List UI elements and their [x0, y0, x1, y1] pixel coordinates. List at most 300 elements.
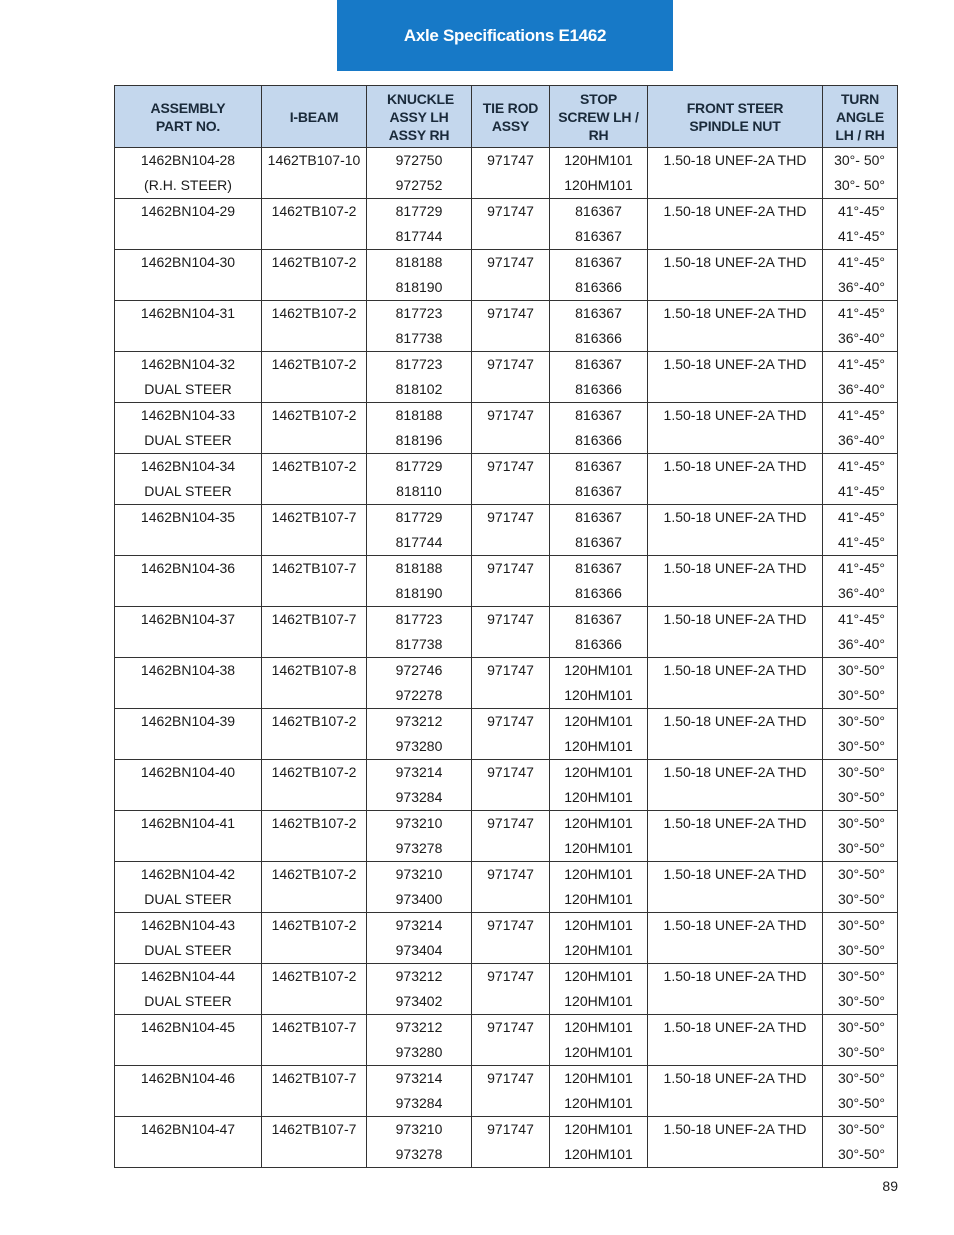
cell-turn-angle-secondary: 30°-50° — [837, 789, 885, 805]
table-row — [115, 1015, 898, 1066]
cell-turn-angle-primary: 41°-45° — [837, 305, 885, 321]
cell-turn-angle-secondary: 30°-50° — [837, 687, 885, 703]
cell-spindle-nut — [648, 811, 823, 862]
cell-tie-rod-assy-primary: 971747 — [487, 407, 534, 423]
cell-assembly-part-no — [115, 199, 262, 250]
cell-knuckle-assy-primary: 817729 — [395, 203, 443, 219]
cell-i-beam — [262, 301, 367, 352]
cell-i-beam-primary: 1462TB107-7 — [271, 1121, 357, 1137]
column-header-tie-rod-assy: TIE ROD ASSY — [472, 86, 550, 148]
cell-tie-rod-assy — [472, 403, 550, 454]
cell-i-beam-primary: 1462TB107-2 — [271, 356, 357, 372]
cell-i-beam-primary: 1462TB107-2 — [271, 968, 357, 984]
cell-spindle-nut-primary: 1.50-18 UNEF-2A THD — [663, 662, 807, 678]
cell-knuckle-assy — [367, 1066, 472, 1117]
cell-turn-angle — [823, 1117, 898, 1168]
cell-tie-rod-assy-primary: 971747 — [487, 305, 534, 321]
table-row — [115, 709, 898, 760]
cell-tie-rod-assy — [472, 658, 550, 709]
cell-knuckle-assy-secondary: 972752 — [395, 177, 443, 193]
cell-stop-screw-primary: 816367 — [575, 356, 622, 372]
cell-knuckle-assy-primary: 973214 — [395, 1070, 443, 1086]
cell-i-beam-primary: 1462TB107-2 — [271, 713, 357, 729]
cell-stop-screw-secondary: 816367 — [575, 534, 622, 550]
table-row — [115, 505, 898, 556]
cell-stop-screw-secondary: 816366 — [575, 381, 622, 397]
cell-assembly-part-no-secondary — [115, 836, 261, 861]
cell-assembly-part-no-primary: 1462BN104-41 — [140, 815, 236, 831]
cell-stop-screw-secondary: 816366 — [575, 432, 622, 448]
cell-knuckle-assy — [367, 199, 472, 250]
cell-knuckle-assy-secondary: 817744 — [395, 534, 443, 550]
cell-spindle-nut — [648, 148, 823, 199]
cell-turn-angle — [823, 1066, 898, 1117]
cell-turn-angle — [823, 454, 898, 505]
cell-knuckle-assy-secondary: 817738 — [395, 636, 443, 652]
cell-tie-rod-assy-primary: 971747 — [487, 1070, 534, 1086]
table-row — [115, 454, 898, 505]
cell-stop-screw — [550, 607, 648, 658]
cell-spindle-nut — [648, 352, 823, 403]
cell-stop-screw — [550, 862, 648, 913]
cell-turn-angle-secondary: 30°-50° — [837, 1044, 885, 1060]
cell-i-beam-primary: 1462TB107-2 — [271, 407, 357, 423]
cell-turn-angle — [823, 760, 898, 811]
cell-knuckle-assy-secondary: 973400 — [395, 891, 443, 907]
cell-turn-angle-secondary: 30°-50° — [837, 993, 885, 1009]
cell-stop-screw-primary: 120HM101 — [564, 815, 633, 831]
cell-turn-angle-primary: 30°-50° — [837, 1070, 885, 1086]
cell-assembly-part-no-secondary — [115, 1040, 261, 1065]
cell-turn-angle-secondary: 41°-45° — [837, 228, 885, 244]
cell-turn-angle-primary: 41°-45° — [837, 458, 885, 474]
cell-assembly-part-no — [115, 556, 262, 607]
cell-knuckle-assy-secondary: 973278 — [395, 840, 443, 856]
cell-assembly-part-no-secondary — [115, 326, 261, 351]
table-row — [115, 199, 898, 250]
table-row — [115, 964, 898, 1015]
cell-turn-angle-secondary: 36°-40° — [837, 279, 885, 295]
cell-tie-rod-assy — [472, 199, 550, 250]
table-row — [115, 862, 898, 913]
cell-turn-angle — [823, 709, 898, 760]
cell-assembly-part-no-secondary — [115, 734, 261, 759]
cell-knuckle-assy — [367, 658, 472, 709]
cell-spindle-nut-primary: 1.50-18 UNEF-2A THD — [663, 407, 807, 423]
cell-turn-angle — [823, 250, 898, 301]
cell-knuckle-assy — [367, 1015, 472, 1066]
cell-i-beam — [262, 862, 367, 913]
cell-spindle-nut — [648, 1015, 823, 1066]
cell-i-beam — [262, 709, 367, 760]
cell-tie-rod-assy — [472, 964, 550, 1015]
cell-spindle-nut-primary: 1.50-18 UNEF-2A THD — [663, 1121, 807, 1137]
cell-spindle-nut — [648, 454, 823, 505]
page-title: Axle Specifications E1462 — [403, 25, 607, 45]
page-title-banner — [337, 0, 673, 71]
cell-assembly-part-no — [115, 250, 262, 301]
table-body — [115, 148, 898, 1168]
cell-spindle-nut — [648, 301, 823, 352]
cell-assembly-part-no-secondary — [115, 224, 261, 249]
cell-assembly-part-no-secondary: DUAL STEER — [144, 432, 232, 448]
cell-i-beam — [262, 964, 367, 1015]
cell-knuckle-assy-secondary: 973404 — [395, 942, 443, 958]
cell-i-beam — [262, 250, 367, 301]
cell-tie-rod-assy — [472, 913, 550, 964]
cell-spindle-nut-primary: 1.50-18 UNEF-2A THD — [663, 356, 807, 372]
cell-assembly-part-no-primary: 1462BN104-46 — [140, 1070, 236, 1086]
cell-tie-rod-assy-primary: 971747 — [487, 509, 534, 525]
cell-tie-rod-assy-primary: 971747 — [487, 254, 534, 270]
cell-stop-screw-primary: 816367 — [575, 509, 622, 525]
cell-i-beam-primary: 1462TB107-2 — [271, 458, 357, 474]
cell-assembly-part-no — [115, 403, 262, 454]
cell-spindle-nut-primary: 1.50-18 UNEF-2A THD — [663, 713, 807, 729]
cell-spindle-nut — [648, 250, 823, 301]
cell-i-beam — [262, 1066, 367, 1117]
cell-spindle-nut — [648, 709, 823, 760]
cell-stop-screw — [550, 913, 648, 964]
cell-knuckle-assy-primary: 973210 — [395, 1121, 443, 1137]
cell-stop-screw-secondary: 816366 — [575, 330, 622, 346]
cell-turn-angle-secondary: 36°-40° — [837, 432, 885, 448]
cell-stop-screw-primary: 816367 — [575, 254, 622, 270]
cell-turn-angle — [823, 556, 898, 607]
cell-knuckle-assy-primary: 817723 — [395, 356, 443, 372]
cell-spindle-nut-primary: 1.50-18 UNEF-2A THD — [663, 458, 807, 474]
cell-knuckle-assy-secondary: 973278 — [395, 1146, 443, 1162]
cell-assembly-part-no-primary: 1462BN104-35 — [140, 509, 236, 525]
cell-i-beam — [262, 403, 367, 454]
table-row — [115, 403, 898, 454]
cell-stop-screw-primary: 120HM101 — [564, 662, 633, 678]
table-row — [115, 607, 898, 658]
cell-turn-angle-primary: 30°-50° — [837, 713, 885, 729]
cell-assembly-part-no — [115, 607, 262, 658]
cell-turn-angle — [823, 811, 898, 862]
cell-spindle-nut — [648, 607, 823, 658]
cell-knuckle-assy-primary: 973214 — [395, 764, 443, 780]
cell-spindle-nut-primary: 1.50-18 UNEF-2A THD — [663, 305, 807, 321]
cell-stop-screw — [550, 199, 648, 250]
cell-stop-screw-secondary: 120HM101 — [564, 942, 633, 958]
cell-turn-angle-secondary: 36°-40° — [837, 330, 885, 346]
cell-assembly-part-no — [115, 709, 262, 760]
cell-knuckle-assy — [367, 760, 472, 811]
cell-assembly-part-no — [115, 811, 262, 862]
cell-knuckle-assy-primary: 972746 — [395, 662, 443, 678]
cell-assembly-part-no-primary: 1462BN104-28 — [140, 152, 236, 168]
cell-turn-angle-primary: 41°-45° — [837, 611, 885, 627]
cell-stop-screw — [550, 148, 648, 199]
cell-knuckle-assy-primary: 973210 — [395, 815, 443, 831]
cell-tie-rod-assy-primary: 971747 — [487, 560, 534, 576]
cell-assembly-part-no-secondary — [115, 683, 261, 708]
cell-assembly-part-no-primary: 1462BN104-31 — [140, 305, 236, 321]
cell-tie-rod-assy-primary: 971747 — [487, 713, 534, 729]
cell-stop-screw-primary: 120HM101 — [564, 1121, 633, 1137]
table-row — [115, 811, 898, 862]
cell-stop-screw — [550, 301, 648, 352]
cell-assembly-part-no — [115, 862, 262, 913]
header-row — [115, 86, 898, 148]
cell-spindle-nut-primary: 1.50-18 UNEF-2A THD — [663, 203, 807, 219]
cell-stop-screw-secondary: 120HM101 — [564, 891, 633, 907]
cell-stop-screw-primary: 120HM101 — [564, 764, 633, 780]
cell-tie-rod-assy-primary: 971747 — [487, 662, 534, 678]
cell-knuckle-assy — [367, 301, 472, 352]
cell-knuckle-assy-primary: 817729 — [395, 509, 443, 525]
cell-assembly-part-no-secondary — [115, 581, 261, 606]
cell-stop-screw-primary: 816367 — [575, 203, 622, 219]
table-row — [115, 301, 898, 352]
table-row — [115, 913, 898, 964]
cell-i-beam — [262, 913, 367, 964]
cell-stop-screw-primary: 816367 — [575, 560, 622, 576]
cell-knuckle-assy — [367, 556, 472, 607]
cell-turn-angle-primary: 30°-50° — [837, 764, 885, 780]
cell-knuckle-assy-secondary: 973402 — [395, 993, 443, 1009]
cell-assembly-part-no-primary: 1462BN104-45 — [140, 1019, 236, 1035]
cell-knuckle-assy-primary: 973212 — [395, 968, 443, 984]
cell-tie-rod-assy-primary: 971747 — [487, 1019, 534, 1035]
cell-spindle-nut — [648, 505, 823, 556]
cell-spindle-nut — [648, 199, 823, 250]
cell-turn-angle — [823, 403, 898, 454]
cell-assembly-part-no-primary: 1462BN104-47 — [140, 1121, 236, 1137]
cell-knuckle-assy — [367, 709, 472, 760]
table-row — [115, 352, 898, 403]
cell-assembly-part-no-secondary — [115, 632, 261, 657]
cell-assembly-part-no-primary: 1462BN104-40 — [140, 764, 236, 780]
cell-stop-screw-primary: 120HM101 — [564, 1070, 633, 1086]
cell-spindle-nut-primary: 1.50-18 UNEF-2A THD — [663, 1019, 807, 1035]
cell-knuckle-assy-primary: 817723 — [395, 305, 443, 321]
cell-assembly-part-no-primary: 1462BN104-30 — [140, 254, 236, 270]
cell-assembly-part-no-primary: 1462BN104-44 — [140, 968, 236, 984]
cell-stop-screw-secondary: 120HM101 — [564, 1044, 633, 1060]
cell-i-beam — [262, 1117, 367, 1168]
cell-knuckle-assy-secondary: 817738 — [395, 330, 443, 346]
cell-turn-angle — [823, 505, 898, 556]
cell-turn-angle-secondary: 36°-40° — [837, 585, 885, 601]
cell-spindle-nut — [648, 1117, 823, 1168]
cell-knuckle-assy-primary: 818188 — [395, 254, 443, 270]
cell-stop-screw-secondary: 120HM101 — [564, 738, 633, 754]
cell-stop-screw — [550, 709, 648, 760]
cell-assembly-part-no-secondary: (R.H. STEER) — [144, 177, 232, 193]
cell-i-beam — [262, 505, 367, 556]
cell-i-beam — [262, 658, 367, 709]
cell-assembly-part-no-secondary — [115, 785, 261, 810]
cell-turn-angle — [823, 148, 898, 199]
cell-stop-screw — [550, 403, 648, 454]
cell-i-beam — [262, 199, 367, 250]
cell-assembly-part-no-secondary: DUAL STEER — [144, 483, 232, 499]
cell-assembly-part-no — [115, 505, 262, 556]
cell-i-beam-primary: 1462TB107-2 — [271, 815, 357, 831]
cell-spindle-nut-primary: 1.50-18 UNEF-2A THD — [663, 764, 807, 780]
cell-assembly-part-no — [115, 913, 262, 964]
cell-turn-angle-primary: 41°-45° — [837, 509, 885, 525]
cell-stop-screw-primary: 120HM101 — [564, 1019, 633, 1035]
cell-turn-angle-primary: 41°-45° — [837, 203, 885, 219]
cell-stop-screw-primary: 816367 — [575, 407, 622, 423]
table-row — [115, 1066, 898, 1117]
cell-stop-screw-secondary: 120HM101 — [564, 840, 633, 856]
cell-knuckle-assy-secondary: 973284 — [395, 789, 443, 805]
cell-knuckle-assy — [367, 148, 472, 199]
cell-assembly-part-no — [115, 301, 262, 352]
cell-assembly-part-no-primary: 1462BN104-36 — [140, 560, 236, 576]
cell-tie-rod-assy-primary: 971747 — [487, 611, 534, 627]
cell-assembly-part-no — [115, 760, 262, 811]
cell-i-beam-primary: 1462TB107-2 — [271, 254, 357, 270]
cell-turn-angle-secondary: 30°-50° — [837, 891, 885, 907]
column-header-assembly-part-no: ASSEMBLY PART NO. — [115, 86, 262, 148]
cell-spindle-nut-primary: 1.50-18 UNEF-2A THD — [663, 815, 807, 831]
cell-turn-angle — [823, 1015, 898, 1066]
cell-spindle-nut — [648, 862, 823, 913]
cell-tie-rod-assy-primary: 971747 — [487, 152, 534, 168]
cell-turn-angle-secondary: 30°-50° — [837, 840, 885, 856]
cell-assembly-part-no-secondary — [115, 275, 261, 300]
cell-i-beam-primary: 1462TB107-2 — [271, 203, 357, 219]
cell-knuckle-assy — [367, 352, 472, 403]
cell-stop-screw — [550, 760, 648, 811]
cell-spindle-nut — [648, 1066, 823, 1117]
cell-tie-rod-assy — [472, 1117, 550, 1168]
cell-turn-angle-primary: 41°-45° — [837, 356, 885, 372]
table-row — [115, 760, 898, 811]
cell-knuckle-assy-primary: 817729 — [395, 458, 443, 474]
cell-spindle-nut — [648, 556, 823, 607]
cell-spindle-nut-primary: 1.50-18 UNEF-2A THD — [663, 254, 807, 270]
cell-knuckle-assy-secondary: 818110 — [396, 483, 442, 499]
cell-tie-rod-assy-primary: 971747 — [487, 968, 534, 984]
cell-stop-screw-primary: 120HM101 — [564, 713, 633, 729]
cell-tie-rod-assy-primary: 971747 — [487, 764, 534, 780]
cell-stop-screw — [550, 352, 648, 403]
cell-stop-screw-secondary: 120HM101 — [564, 1146, 633, 1162]
cell-tie-rod-assy-primary: 971747 — [487, 866, 534, 882]
cell-i-beam-primary: 1462TB107-7 — [271, 1019, 357, 1035]
cell-assembly-part-no-secondary — [115, 1142, 261, 1167]
cell-tie-rod-assy-primary: 971747 — [487, 917, 534, 933]
cell-turn-angle — [823, 913, 898, 964]
cell-i-beam — [262, 760, 367, 811]
column-header-knuckle-assy: KNUCKLE ASSY LH ASSY RH — [367, 86, 472, 148]
cell-stop-screw-secondary: 816367 — [575, 228, 622, 244]
cell-tie-rod-assy — [472, 454, 550, 505]
cell-assembly-part-no — [115, 148, 262, 199]
cell-stop-screw — [550, 811, 648, 862]
cell-stop-screw-primary: 816367 — [575, 611, 622, 627]
cell-stop-screw-primary: 816367 — [575, 305, 622, 321]
cell-turn-angle-primary: 30°- 50° — [834, 152, 885, 168]
cell-spindle-nut-primary: 1.50-18 UNEF-2A THD — [663, 152, 807, 168]
page-number: 89 — [882, 1178, 898, 1194]
cell-turn-angle-secondary: 30°-50° — [837, 738, 885, 754]
cell-stop-screw — [550, 658, 648, 709]
cell-assembly-part-no — [115, 1015, 262, 1066]
cell-spindle-nut-primary: 1.50-18 UNEF-2A THD — [663, 611, 807, 627]
cell-spindle-nut-primary: 1.50-18 UNEF-2A THD — [663, 1070, 807, 1086]
cell-i-beam-primary: 1462TB107-7 — [271, 611, 357, 627]
cell-assembly-part-no-primary: 1462BN104-37 — [140, 611, 236, 627]
table-row — [115, 556, 898, 607]
cell-knuckle-assy-primary: 818188 — [395, 560, 443, 576]
cell-knuckle-assy — [367, 862, 472, 913]
cell-stop-screw-secondary: 120HM101 — [564, 177, 633, 193]
cell-assembly-part-no-primary: 1462BN104-33 — [140, 407, 236, 423]
cell-assembly-part-no-secondary: DUAL STEER — [144, 381, 232, 397]
cell-spindle-nut-primary: 1.50-18 UNEF-2A THD — [663, 866, 807, 882]
cell-assembly-part-no-primary: 1462BN104-39 — [140, 713, 236, 729]
cell-i-beam — [262, 454, 367, 505]
cell-turn-angle-primary: 30°-50° — [837, 815, 885, 831]
cell-stop-screw-secondary: 120HM101 — [564, 687, 633, 703]
cell-turn-angle-primary: 30°-50° — [837, 968, 885, 984]
table-row — [115, 250, 898, 301]
cell-assembly-part-no-secondary: DUAL STEER — [144, 891, 232, 907]
cell-assembly-part-no-secondary — [115, 1091, 261, 1116]
cell-knuckle-assy-secondary: 818102 — [395, 381, 443, 397]
cell-knuckle-assy-primary: 973214 — [395, 917, 443, 933]
cell-assembly-part-no-primary: 1462BN104-38 — [140, 662, 236, 678]
cell-i-beam-primary: 1462TB107-10 — [267, 152, 361, 168]
cell-turn-angle — [823, 607, 898, 658]
cell-assembly-part-no-secondary: DUAL STEER — [144, 942, 232, 958]
cell-turn-angle-primary: 30°-50° — [837, 1121, 885, 1137]
cell-assembly-part-no-secondary: DUAL STEER — [144, 993, 232, 1009]
cell-spindle-nut-primary: 1.50-18 UNEF-2A THD — [663, 917, 807, 933]
cell-turn-angle-primary: 30°-50° — [837, 662, 885, 678]
cell-turn-angle-primary: 30°-50° — [837, 866, 885, 882]
cell-knuckle-assy-primary: 817723 — [395, 611, 443, 627]
cell-turn-angle-secondary: 41°-45° — [837, 483, 885, 499]
axle-spec-table — [114, 85, 898, 1168]
cell-stop-screw-primary: 120HM101 — [564, 866, 633, 882]
cell-tie-rod-assy — [472, 811, 550, 862]
cell-stop-screw-secondary: 120HM101 — [564, 993, 633, 1009]
cell-tie-rod-assy — [472, 760, 550, 811]
cell-turn-angle — [823, 301, 898, 352]
cell-turn-angle — [823, 199, 898, 250]
cell-i-beam-primary: 1462TB107-2 — [271, 305, 357, 321]
cell-knuckle-assy-primary: 973210 — [395, 866, 443, 882]
cell-knuckle-assy — [367, 913, 472, 964]
cell-stop-screw-primary: 120HM101 — [564, 917, 633, 933]
table-row — [115, 658, 898, 709]
cell-assembly-part-no-primary: 1462BN104-32 — [140, 356, 236, 372]
cell-knuckle-assy-secondary: 973280 — [395, 738, 443, 754]
cell-stop-screw — [550, 454, 648, 505]
cell-i-beam-primary: 1462TB107-8 — [271, 662, 357, 678]
column-header-turn-angle: TURN ANGLE LH / RH — [823, 86, 898, 148]
cell-knuckle-assy-primary: 972750 — [395, 152, 443, 168]
cell-i-beam — [262, 352, 367, 403]
cell-assembly-part-no — [115, 352, 262, 403]
cell-tie-rod-assy — [472, 352, 550, 403]
cell-knuckle-assy-secondary: 818190 — [395, 279, 443, 295]
cell-stop-screw — [550, 1117, 648, 1168]
cell-i-beam-primary: 1462TB107-2 — [271, 917, 357, 933]
cell-stop-screw — [550, 1066, 648, 1117]
cell-assembly-part-no — [115, 964, 262, 1015]
cell-tie-rod-assy — [472, 1015, 550, 1066]
